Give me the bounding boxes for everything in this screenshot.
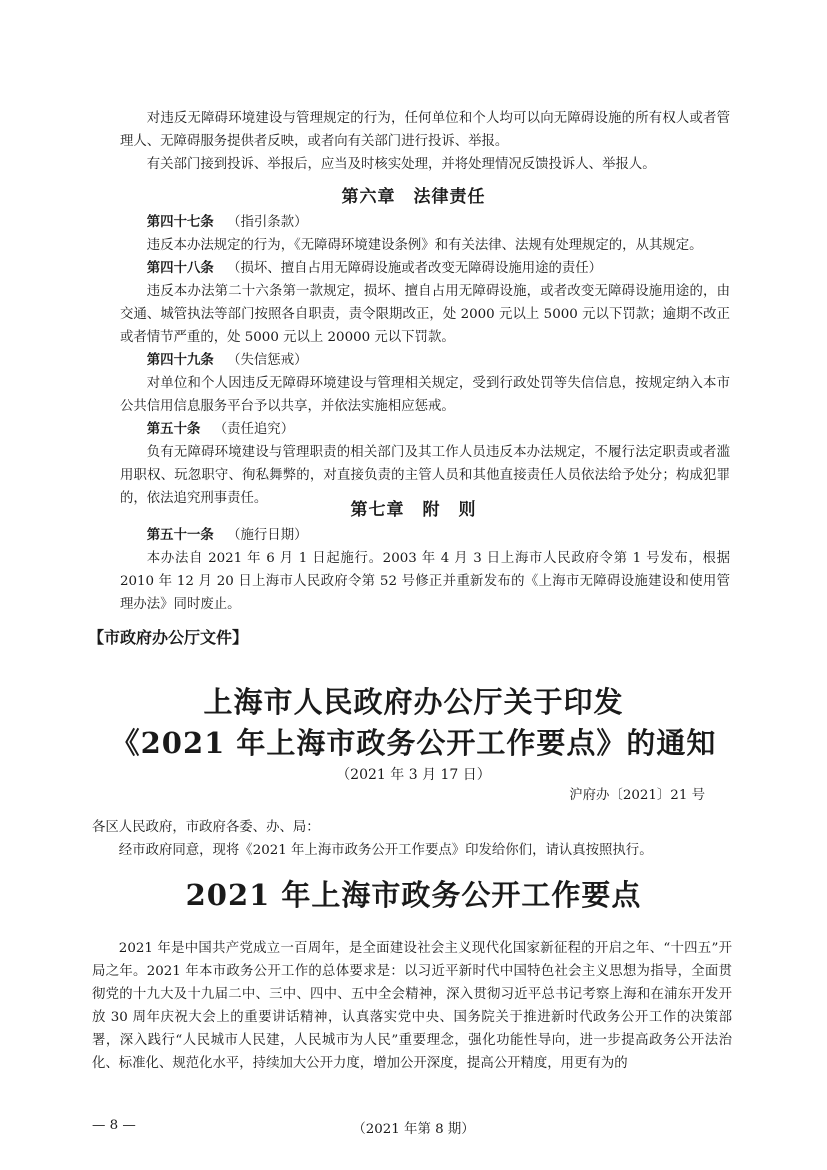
notice-title-line-1: 上海市人民政府办公厅关于印发 bbox=[203, 685, 624, 719]
notice-body: 经市政府同意，现将《2021 年上海市政务公开工作要点》印发给你们，请认真按照执行。 bbox=[118, 843, 653, 858]
article-47-note: （指引条款） bbox=[227, 215, 308, 230]
article-47-number: 第四十七条 bbox=[146, 215, 214, 230]
notice-recipients: 各区人民政府，市政府各委、办、局： bbox=[92, 820, 320, 835]
article-50-text: 负有无障碍环境建设与管理职责的相关部门及其工作人员违反本办法规定，不履行法定职责或者滥用职权、玩忽职守、徇私舞弊的，对直接负责的主管人员和其他直接责任人员依法给予处分；构成犯罪的，依法追究刑事责任。 bbox=[120, 445, 730, 506]
article-48-text: 违反本办法第二十六条第一款规定，损坏、擅自占用无障碍设施，或者改变无障碍设施用途的，由交通、城管执法等部门按照各自职责，责令限期改正，处 2000 元以上 5000 元以下罚款；逾期不改正或者情节严重的，处 5000 元以上 20000 元以下罚款。 bbox=[120, 284, 730, 345]
section-tag: 【市政府办公厅文件】 bbox=[88, 628, 249, 647]
paragraph-handling: 有关部门接到投诉、举报后，应当及时核实处理，并将处理情况反馈投诉人、举报人。 bbox=[146, 157, 656, 172]
issue-label: （2021 年第 8 期） bbox=[352, 1122, 475, 1137]
article-50-heading bbox=[120, 418, 730, 441]
article-49-text: 对单位和个人因违反无障碍环境建设与管理相关规定，受到行政处罚等失信信息，按规定纳入本市公共信用信息服务平台予以共享，并依法实施相应惩戒。 bbox=[120, 376, 730, 414]
article-47-text: 违反本办法规定的行为，《无障碍环境建设条例》和有关法律、法规有处理规定的，从其规定。 bbox=[146, 238, 703, 253]
article-48-number: 第四十八条 bbox=[146, 261, 214, 276]
article-47-heading bbox=[120, 211, 730, 234]
document-number: 沪府办〔2021〕21 号 bbox=[569, 788, 705, 803]
paragraph-complaint: 对违反无障碍环境建设与管理规定的行为，任何单位和个人均可以向无障碍设施的所有权人或者管理人、无障碍服务提供者反映，或者向有关部门进行投诉、举报。 bbox=[120, 111, 730, 149]
article-48-heading bbox=[120, 257, 730, 280]
article-49-heading bbox=[120, 349, 730, 372]
article-50-note: （责任追究） bbox=[213, 422, 295, 437]
chapter-7-title: 第七章 附 则 bbox=[350, 500, 477, 520]
article-51-note: （施行日期） bbox=[227, 528, 308, 543]
article-50-number: 第五十条 bbox=[146, 422, 201, 437]
article-49-note: （失信惩戒） bbox=[227, 353, 308, 368]
article-51-number: 第五十一条 bbox=[146, 528, 214, 543]
article-48-note: （损坏、擅自占用无障碍设施或者改变无障碍设施用途的责任） bbox=[227, 261, 603, 276]
article-51-text: 本办法自 2021 年 6 月 1 日起施行。2003 年 4 月 3 日上海市人民政府令第 1 号发布，根据 2010 年 12 月 20 日上海市人民政府令第 52 号修正并重新发布的《上海市无障碍设施建设和使用管理办法》同时废止。 bbox=[120, 551, 730, 612]
chapter-6-title: 第六章 法律责任 bbox=[341, 187, 486, 207]
article-49-number: 第四十九条 bbox=[146, 353, 214, 368]
page-number: — 8 — bbox=[92, 1118, 136, 1133]
notice-date: （2021 年 3 月 17 日） bbox=[336, 767, 491, 783]
main-paragraph: 2021 年是中国共产党成立一百周年，是全面建设社会主义现代化国家新征程的开启之年、“十四五”开局之年。2021 年本市政务公开工作的总体要求是：以习近平新时代中国特色社会主义思想为指导，全面贯彻党的十九大及十九届二中、三中、四中、五中全会精神，深入贯彻习近平总书记考察上海和在浦东开发开放 30 周年庆祝大会上的重要讲话精神，认真落实党中央、国务院关于推进新时代政务公开工作的决策部署，深入践行“人民城市人民建，人民城市为人民”重要理念，强化功能性导向，进一步提高政务公开法治化、标准化、规范化水平，持续加大公开力度，增加公开深度，提高公开精度，用更有为的 bbox=[92, 941, 732, 1071]
notice-title-line-2: 《2021 年上海市政务公开工作要点》的通知 bbox=[110, 726, 717, 760]
main-title: 2021 年上海市政务公开工作要点 bbox=[185, 878, 642, 912]
article-51-heading bbox=[120, 524, 730, 547]
